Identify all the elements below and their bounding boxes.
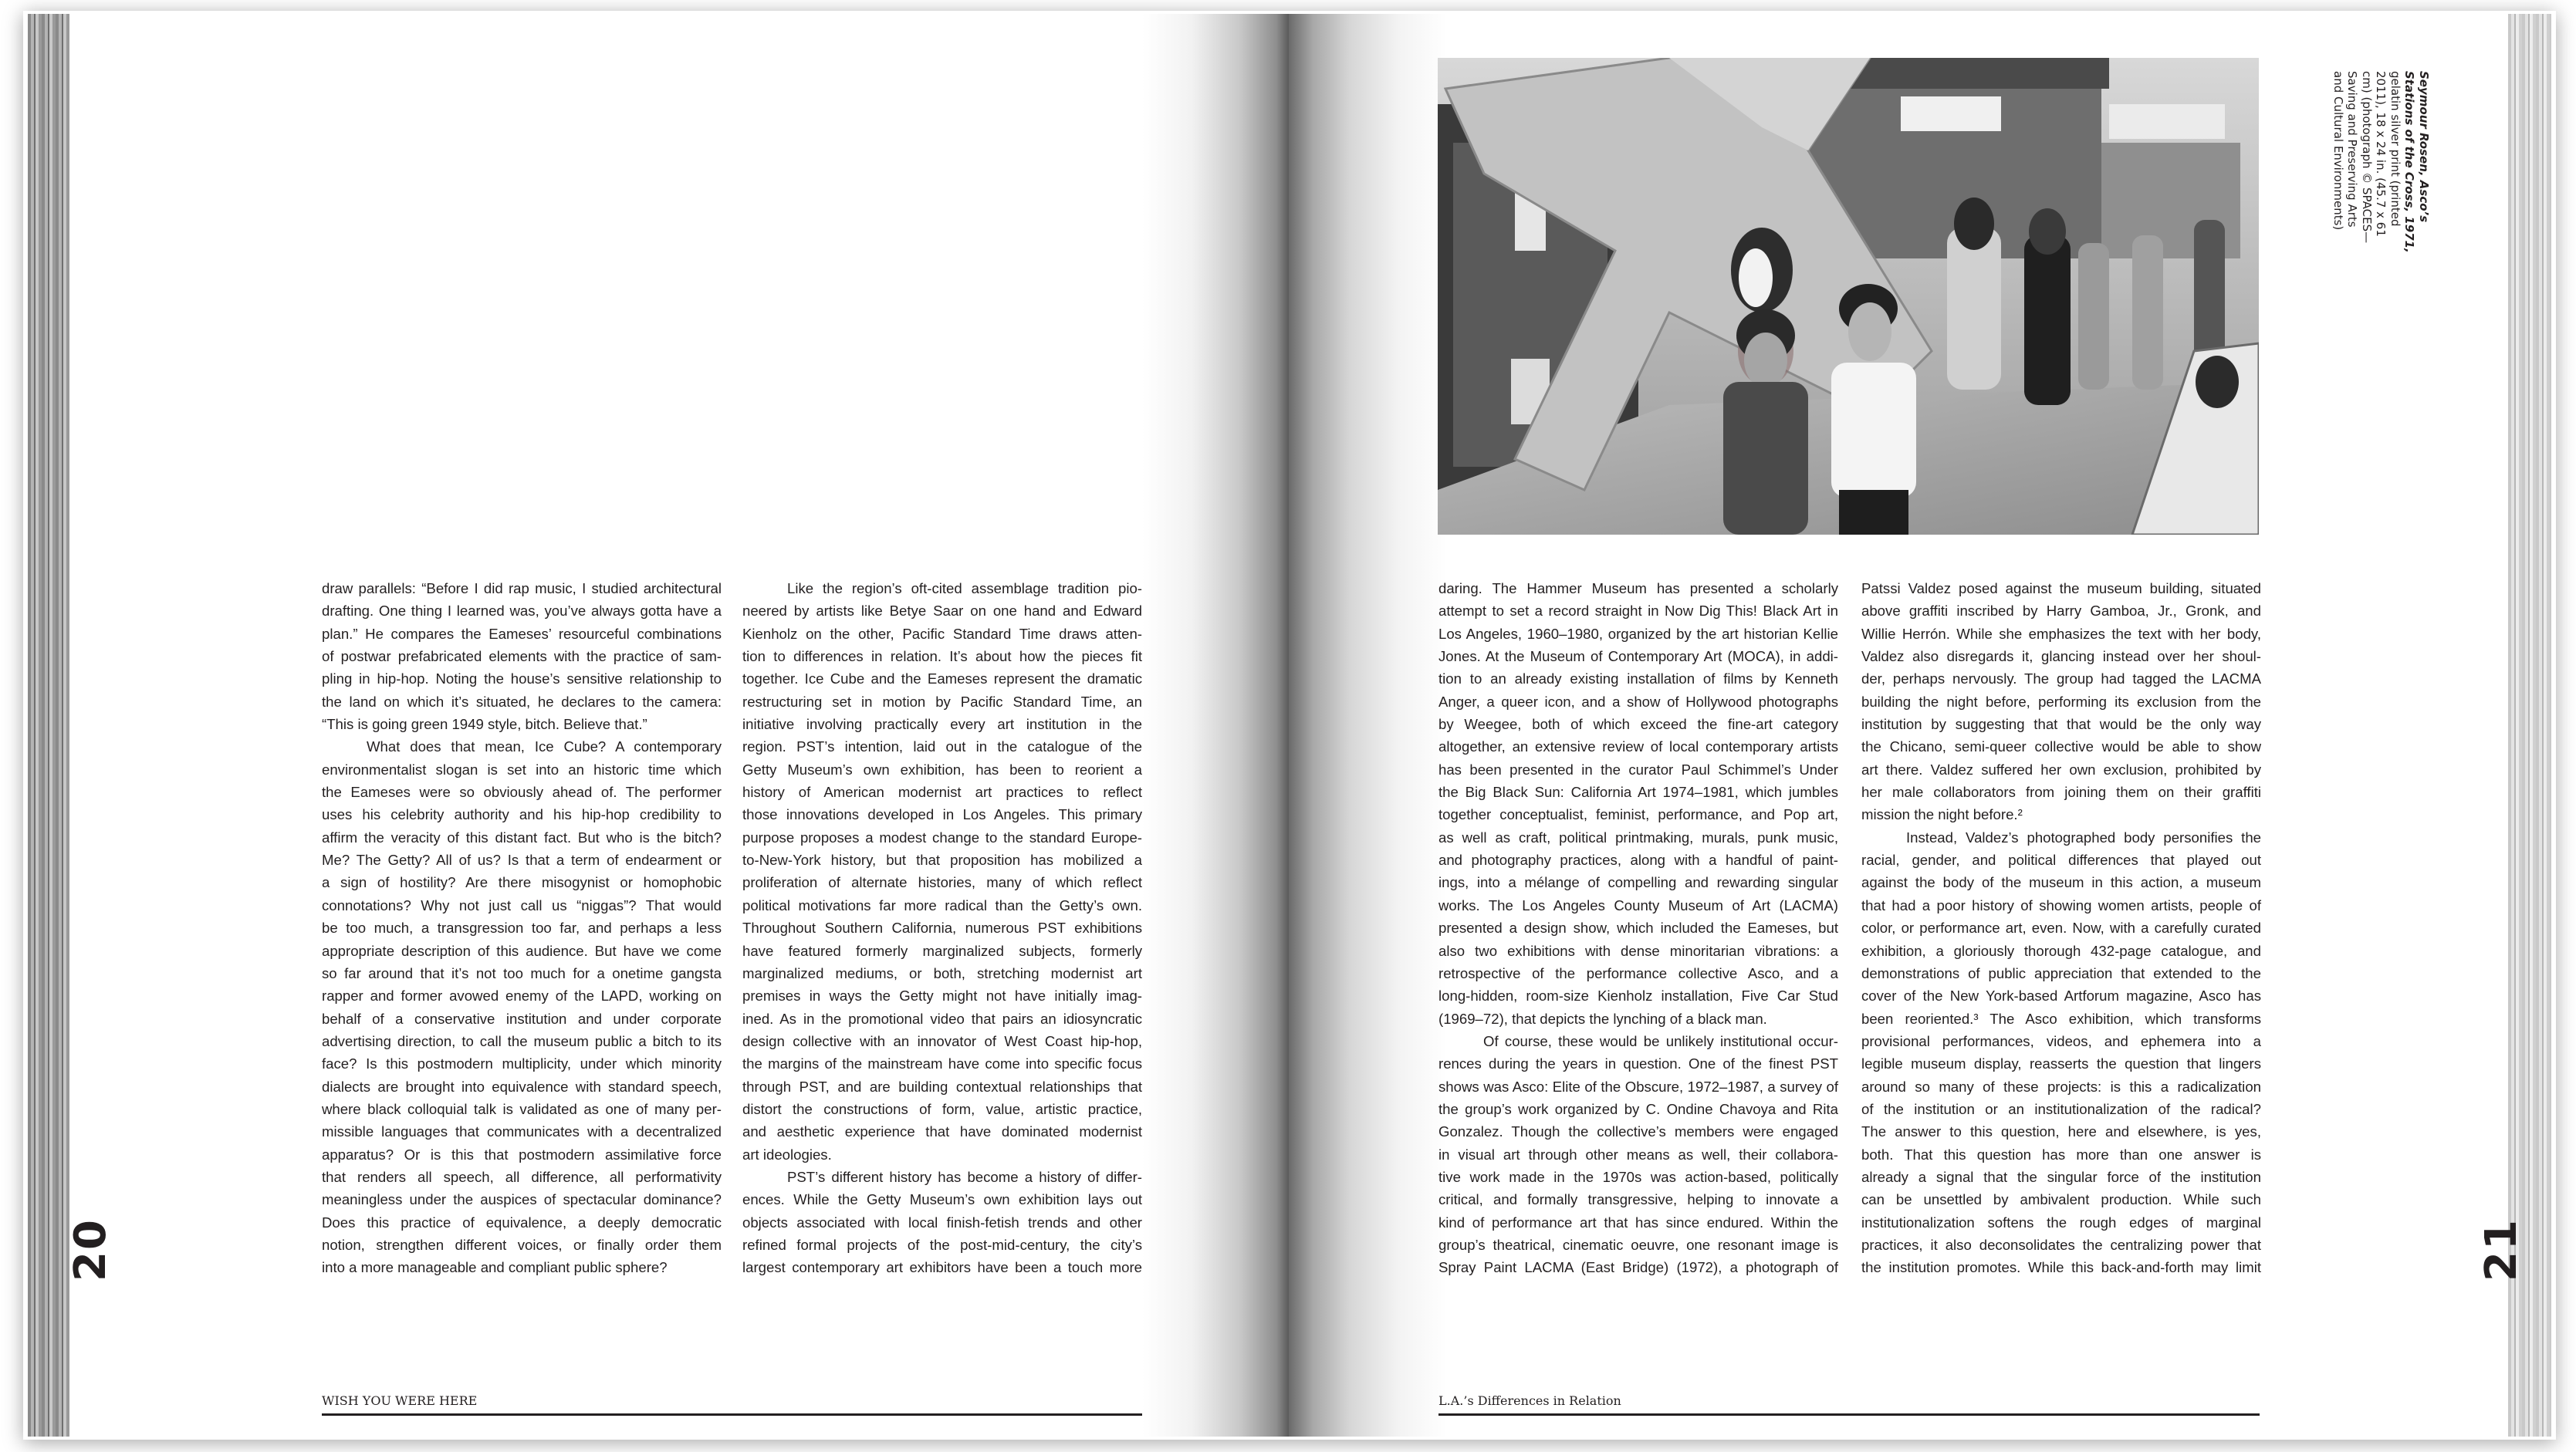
text-line: dialects are brought into equivalence with standard speech, [322,1078,722,1095]
page-number-right: 21 [2476,1218,2527,1281]
text-line: art there. Valdez suffered her own exclusion, prohibited by [1861,761,2261,778]
text-line: works. The Los Angeles County Museum of Art (LACMA) [1438,897,1838,913]
text-line: altogether, an extensive review of local contemporary artists [1438,738,1838,755]
caption-title-line-2: Stations of the Cross, 1971, [2402,71,2417,253]
text-line: What does that mean, Ice Cube? A contemporary [367,738,722,755]
text-line: political motivations far more radical than the Getty’s own. [742,897,1142,913]
text-line: apparatus? Or is this that postmodern assimilative force [322,1146,722,1163]
text-line: color, or performance art, even. Now, with a carefully curated [1861,920,2261,937]
text-line: premises in ways the Getty might not have initially imag- [742,988,1142,1005]
text-line: of the institution or an institutionalization of the radical? [1861,1100,2261,1117]
text-line: and aesthetic experience that have dominated modernist [742,1123,1142,1140]
text-line: demonstrations of public appreciation that extended to the [1861,964,2261,981]
text-line: Me? The Getty? All of us? Is that a term of endearment or [322,852,722,869]
text-line: plan.” He compares the Eameses’ resourceful combinations [322,625,722,642]
photo-illustration [1438,58,2259,535]
text-line: initiative involving practically every art institution in the [742,716,1142,733]
text-line: Gonzalez. Though the collective’s members were engaged [1438,1123,1838,1140]
text-line: notion, strengthen different voices, or finally order them [322,1236,722,1253]
photo-caption [2277,71,2454,253]
text-line: Like the region’s oft-cited assemblage tradition pio- [787,580,1142,596]
text-line: in visual art through other means as well, their collabora- [1438,1146,1838,1163]
text-line: critical, and formally transgressive, helping to innovate a [1438,1191,1838,1208]
text-line: retrospective of the performance collective Asco, and a [1438,964,1838,981]
text-line: rences during the years in question. One of the finest PST [1438,1055,1838,1072]
text-line: behalf of a conservative institution and under corporate [322,1010,722,1027]
text-line: neered by artists like Betye Saar on one hand and Edward [742,603,1142,620]
text-line: daring. The Hammer Museum has presented a scholarly [1438,580,1838,596]
text-line: to-New-York history, but that proposition has mobilized a [742,852,1142,869]
text-line: building the night before, performing its exclusion from the [1861,693,2261,710]
text-line: art ideologies. [742,1146,832,1163]
text-line: mission the night before.² [1861,806,2023,823]
text-line: through PST, and are building contextual relationships that [742,1078,1142,1095]
caption-line: cm) (photograph © SPACES— [2360,71,2374,244]
text-line: group’s theatrical, cinematic oeuvre, one resonant image is [1438,1236,1838,1253]
text-line: Los Angeles, 1960–1980, organized by the art historian Kellie [1438,625,1838,642]
page-number-left: 20 [66,1218,116,1281]
text-line: together conceptualist, feminist, performance, and Pop art, [1438,806,1838,823]
text-line: appropriate description of this audience. But have we come [322,942,722,959]
text-line: largest contemporary art exhibitors have been a touch more [742,1259,1142,1276]
text-line: distort the constructions of form, value, artistic practice, [742,1100,1142,1117]
text-column-1 [322,577,722,1279]
text-line: affirm the veracity of this distant fact. But who is the bitch? [322,829,722,846]
text-line: has been presented in the curator Paul Schimmel’s Under [1438,761,1838,778]
text-line: restructuring set in motion by Pacific Standard Time, an [742,693,1142,710]
text-line: be too much, a transgression too far, and perhaps a less [322,920,722,937]
text-line: above graffiti inscribed by Harry Gamboa, Jr., Gronk, and [1861,603,2261,620]
text-line: design collective with an innovator of West Coast hip-hop, [742,1032,1142,1049]
text-line: The answer to this question, here and elsewhere, is yes, [1861,1123,2261,1140]
text-line: that had a poor history of showing women artists, people of [1861,897,2261,913]
text-column-3 [1438,577,1838,1279]
text-line: Does this practice of equivalence, a deeply democratic [322,1214,722,1231]
text-line: Kienholz on the other, Pacific Standard Time draws atten- [742,625,1142,642]
caption-line: and Cultural Environments) [2331,71,2345,231]
text-line: of postwar prefabricated elements with the practice of sam- [322,648,722,665]
text-line: meaningless under the auspices of spectacular dominance? [322,1191,722,1208]
text-line: region. PST’s intention, laid out in the catalogue of the [742,738,1142,755]
text-line: so far around that it’s not too much for a onetime gangsta [322,964,722,981]
text-line: tive work made in the 1970s was action-based, politically [1438,1168,1838,1185]
text-line: Valdez also disregards it, glancing instead over her shoul- [1861,648,2261,665]
text-line: draw parallels: “Before I did rap music, I studied architectural [322,580,722,596]
text-line: also two exhibitions with dense minoritarian vibrations: a [1438,942,1838,959]
text-line: by Weegee, both of which exceed the fine-art category [1438,716,1838,733]
text-line: around so many of these projects: is this a radicalization [1861,1078,2261,1095]
text-line: the Big Black Sun: California Art 1974–1981, which jumbles [1438,784,1838,801]
text-line: ences. While the Getty Museum’s own exhibition lays out [742,1191,1142,1208]
text-line: have featured formerly marginalized subjects, formerly [742,942,1142,959]
text-line: missible languages that communicates with a decentralized [322,1123,722,1140]
text-line: both. That this question has more than one answer is [1861,1146,2261,1163]
text-line: refined formal projects of the post-mid-century, the city’s [742,1236,1142,1253]
text-line: (1969–72), that depicts the lynching of a black man. [1438,1010,1767,1027]
text-line: the margins of the mainstream have come into specific focus [742,1055,1142,1072]
text-column-4 [1861,577,2261,1279]
text-column-2 [742,577,1142,1279]
text-line: connotations? Why not just call us “niggas”? That would [322,897,722,913]
text-line: attempt to set a record straight in Now Dig This! Black Art in [1438,603,1838,620]
text-line: the Eameses were so obviously ahead of. The performer [322,784,722,801]
text-line: institutionalization softens the rough edges of marginal [1861,1214,2261,1231]
photograph-stations-of-the-cross [1438,58,2259,535]
text-line: presented a design show, which included the Eameses, but [1438,920,1838,937]
text-line: Jones. At the Museum of Contemporary Art (MOCA), in addi- [1438,648,1838,665]
text-line: the institution promotes. While this back-and-forth may limit [1861,1259,2261,1276]
text-line: environmentalist slogan is set into an historic time which [322,761,722,778]
text-line: ined. As in the promotional video that pairs an idiosyncratic [742,1010,1142,1027]
text-line: long-hidden, room-size Kienholz installation, Five Car Stud [1438,988,1838,1005]
text-line: Getty Museum’s own exhibition, has been to reorient a [742,761,1142,778]
text-line: Spray Paint LACMA (East Bridge) (1972), a photograph of [1438,1259,1838,1276]
caption-line: gelatin silver print (printed [2388,71,2402,227]
text-line: a sign of hostility? Are there misogynist or homophobic [322,874,722,891]
text-line: “This is going green 1949 style, bitch. Believe that.” [322,716,647,733]
text-line: kind of performance art that has since endured. Within the [1438,1214,1838,1231]
text-line: proliferation of alternate histories, many of which reflect [742,874,1142,891]
text-line: been reoriented.³ The Asco exhibition, which transforms [1861,1010,2261,1027]
text-line: rapper and former avowed enemy of the LAPD, working on [322,988,722,1005]
text-line: tion to an already existing installation of films by Kenneth [1438,670,1838,687]
text-line: Patssi Valdez posed against the museum building, situated [1861,580,2261,596]
text-line: provisional performances, videos, and ephemera into a [1861,1032,2261,1049]
running-footer-left: WISH YOU WERE HERE [322,1393,478,1408]
text-line: Instead, Valdez’s photographed body personifies the [1906,829,2261,846]
caption-title-line-1: Seymour Rosen, Asco’s [2417,71,2431,223]
text-line: Of course, these would be unlikely institutional occur- [1483,1032,1838,1049]
text-line: her male collaborators from joining them on their graffiti [1861,784,2261,801]
text-line: shows was Asco: Elite of the Obscure, 1972–1987, a survey of [1438,1078,1838,1095]
caption-line: Saving and Preserving Arts [2345,71,2360,228]
footer-rule-right [1438,1413,2260,1416]
text-line: marginalized mediums, or both, stretching modernist art [742,964,1142,981]
text-line: can be unsettled by ambivalent production. While such [1861,1191,2261,1208]
text-line: purpose proposes a modest change to the standard Europe- [742,829,1142,846]
text-line: those innovations developed in Los Angeles. This primary [742,806,1142,823]
text-line: against the body of the museum in this action, a museum [1861,874,2261,891]
text-line: ings, into a mélange of compelling and rewarding singular [1438,874,1838,891]
text-line: that renders all speech, all difference, all performativity [322,1168,722,1185]
text-line: together. Ice Cube and the Eameses represent the dramatic [742,670,1142,687]
text-line: already a signal that the singular force of the institution [1861,1168,2261,1185]
caption-line: 2011), 18 x 24 in. (45.7 x 61 [2374,71,2388,237]
text-line: tion to differences in relation. It’s about how the pieces fit [742,648,1142,665]
text-line: institution by suggesting that that would be the only way [1861,716,2261,733]
text-line: pling in hip-hop. Noting the house’s sensitive relationship to [322,670,722,687]
text-line: der, perhaps nervously. The group had tagged the LACMA [1861,670,2261,687]
text-line: as well as craft, political printmaking, murals, punk music, [1438,829,1838,846]
text-line: the land on which it’s situated, he declares to the camera: [322,693,722,710]
text-line: objects associated with local finish-fetish trends and other [742,1214,1142,1231]
left-page-edges [28,14,69,1437]
text-line: advertising direction, to call the museum public a bitch to its [322,1032,722,1049]
text-line: the Chicano, semi-queer collective would be able to show [1861,738,2261,755]
running-footer-right: L.A.’s Differences in Relation [1438,1393,1621,1408]
text-line: face? Is this postmodern multiplicity, under which minority [322,1055,722,1072]
footer-rule-left [322,1413,1142,1416]
text-line: the group’s work organized by C. Ondine Chavoya and Rita [1438,1100,1838,1117]
text-line: into a more manageable and compliant public sphere? [322,1259,668,1276]
text-line: cover of the New York-based Artforum magazine, Asco has [1861,988,2261,1005]
text-line: Willie Herrón. While she emphasizes the text with her body, [1861,625,2261,642]
text-line: history of American modernist art practices to reflect [742,784,1142,801]
text-line: drafting. One thing I learned was, you’ve always gotta have a [322,603,722,620]
text-line: where black colloquial talk is validated as one of many per- [322,1100,722,1117]
text-line: uses his celebrity authority and his hip-hop credibility to [322,806,722,823]
text-line: racial, gender, and political differences that played out [1861,852,2261,869]
text-line: PST’s different history has become a history of differ- [787,1168,1142,1185]
text-line: and photography practices, along with a handful of paint- [1438,852,1838,869]
text-line: Anger, a queer icon, and a show of Hollywood photographs [1438,693,1838,710]
text-line: exhibition, a gloriously thorough 432-page catalogue, and [1861,942,2261,959]
text-line: practices, it also deconsolidates the centralizing power that [1861,1236,2261,1253]
text-line: legible museum display, reasserts the question that lingers [1861,1055,2261,1072]
text-line: Throughout Southern California, numerous PST exhibitions [742,920,1142,937]
